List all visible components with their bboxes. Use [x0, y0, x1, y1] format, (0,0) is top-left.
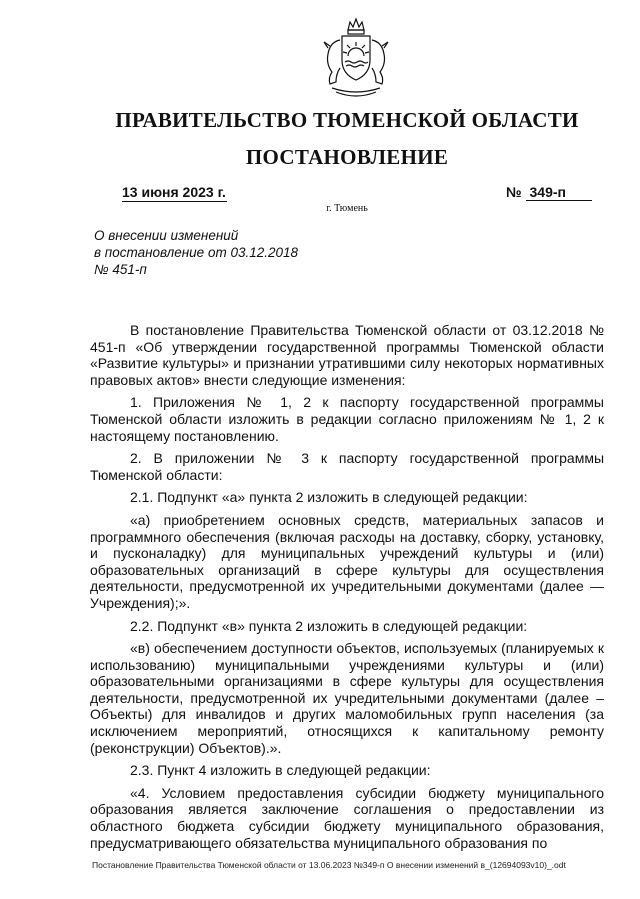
number-value: 349-п	[526, 184, 592, 201]
document-date: 13 июня 2023 г.	[122, 184, 226, 200]
paragraph: 2.1. Подпункт «а» пункта 2 изложить в следующей редакции:	[130, 489, 528, 506]
paragraph: 2.2. Подпункт «в» пункта 2 изложить в следующей редакции:	[130, 617, 528, 634]
paragraph: 2.3. Пункт 4 изложить в следующей редакции:	[130, 762, 431, 779]
paragraph: 1. Приложения № 1, 2 к паспорту государственной программы Тюменской области изложить в редакции согласно приложениям № 1, 2 к настоящему постановлению.	[90, 394, 604, 444]
city: г. Тюмень	[326, 203, 368, 214]
paragraph: «а) приобретением основных средств, материальных запасов и программного обеспечения (включая расходы на доставку, сборку, установку, и пусконаладку) для муниципальных учреждений культуры и (или) образовательных организаций в сфере культуры для осуществления деятельности, предусмотренной их учредительными документами (далее — Учреждения);».	[90, 511, 604, 611]
document-type: ПОСТАНОВЛЕНИЕ	[245, 145, 449, 169]
government-title: ПРАВИТЕЛЬСТВО ТЮМЕНСКОЙ ОБЛАСТИ	[115, 108, 579, 132]
document-number	[506, 184, 598, 201]
paragraph: «4. Условием предоставления субсидии бюджету муниципального образования является заключение соглашения о предоставлении из областного бюджета субсидии бюджету муниципального образования, предусматривающего обязательства муниципального образования по	[90, 784, 604, 851]
subject-line: в постановление от 03.12.2018	[94, 245, 299, 260]
file-footer: Постановление Правительства Тюменской области от 13.06.2023 №349-п О внесении изменений в_(12694093v10)_.odt	[92, 860, 566, 870]
document-body	[90, 322, 604, 851]
subject-line: О внесении изменений	[94, 228, 239, 243]
paragraph: В постановление Правительства Тюменской области от 03.12.2018 № 451-п «Об утверждении государственной программы Тюменской области «Развитие культуры» и признании утратившими силу некоторых нормативных правовых актов» внести следующие изменения:	[90, 322, 604, 388]
coat-of-arms-icon	[318, 16, 394, 102]
document-subject	[94, 227, 354, 278]
number-prefix: №	[506, 184, 522, 200]
paragraph: «в) обеспечением доступности объектов, используемых (планируемых к использованию) муниципальными учреждениями культуры и (или) образовательными организациями в сфере культуры для осуществления деятельности, предусмотренной их учредительными документами (далее – Объекты) для инвалидов и других маломобильных групп населения (за исключением мероприятий, относящихся к капитальному ремонту (реконструкции) Объектов).».	[90, 640, 604, 756]
paragraph: 2. В приложении № 3 к паспорту государственной программы Тюменской области:	[90, 450, 604, 483]
subject-line: № 451-п	[94, 262, 147, 277]
